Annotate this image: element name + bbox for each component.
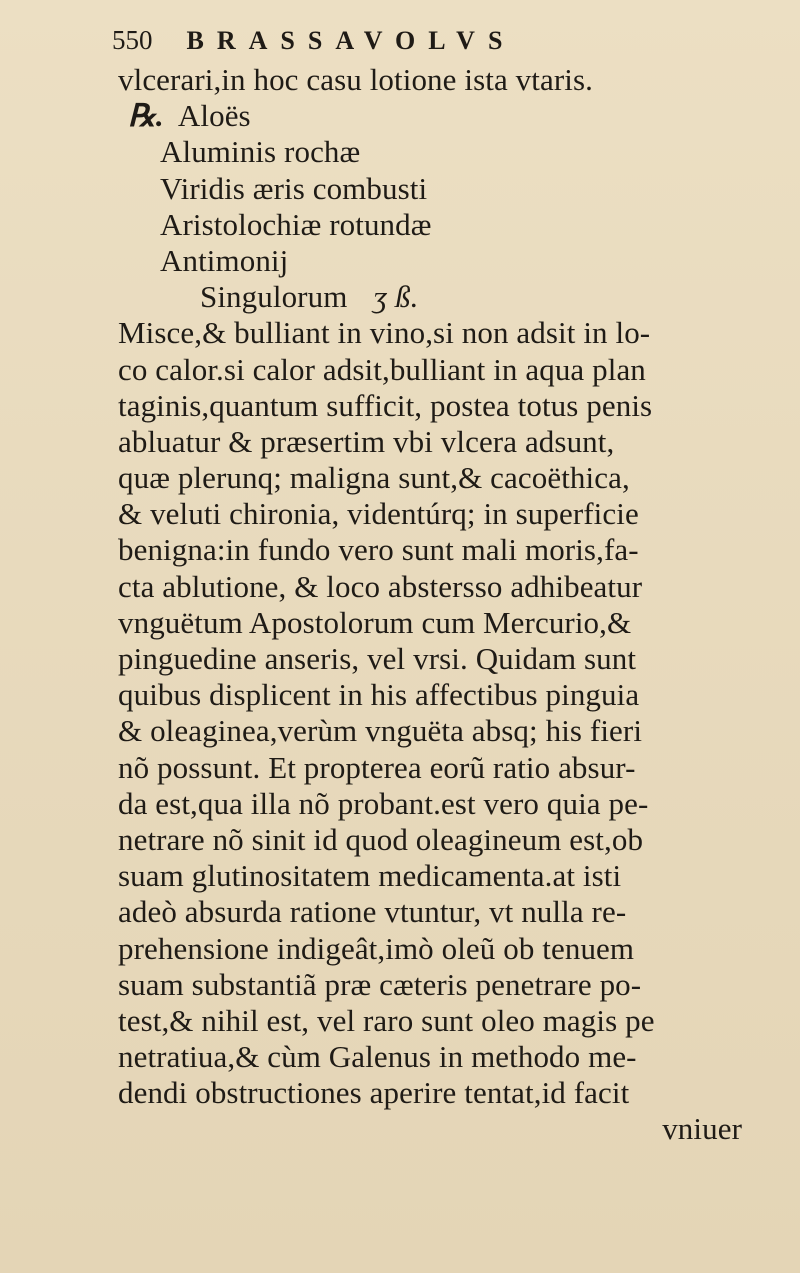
recipe-symbol: ℞. xyxy=(128,98,164,134)
running-head xyxy=(112,18,515,62)
catchword: vniuer xyxy=(662,1111,742,1147)
dosage-label: Singulorum xyxy=(200,279,348,315)
text-line: abluatur & præsertim vbi vlcera adsunt, xyxy=(118,423,615,459)
text-line: suam substantiã præ cæteris penetrare po- xyxy=(118,966,642,1002)
text-line: Misce,& bulliant in vino,si non adsit in lo- xyxy=(118,315,651,351)
text-line: & oleaginea,verùm vnguëta absq; his fieri xyxy=(118,713,643,749)
text-line: suam glutinositatem medicamenta.at isti xyxy=(118,858,622,894)
page-number: 550 xyxy=(112,25,153,55)
text-line: vlcerari,in hoc casu lotione ista vtaris. xyxy=(118,62,593,97)
text-line: vnguëtum Apostolorum cum Mercurio,& xyxy=(118,604,632,640)
text-line: dendi obstructiones aperire tentat,id facit xyxy=(118,1075,630,1111)
dosage-line xyxy=(118,279,790,315)
text-line: benigna:in fundo vero sunt mali moris,fa- xyxy=(118,532,639,568)
text-line: netratiua,& cùm Galenus in methodo me- xyxy=(118,1039,637,1075)
text-line: prehensione indigeât,imò oleũ ob tenuem xyxy=(118,930,635,966)
ingredient-line: Aluminis rochæ xyxy=(160,134,361,170)
text-line: da est,qua illa nõ probant.est vero quia pe- xyxy=(118,785,649,821)
text-line: nõ possunt. Et propterea eorũ ratio absur- xyxy=(118,749,636,785)
text-line: pinguedine anseris, vel vrsi. Quidam sunt xyxy=(118,641,637,676)
ingredient-line: Viridis æris combusti xyxy=(160,170,428,206)
text-line: quibus displicent in his affectibus pinguia xyxy=(118,677,640,713)
body-text xyxy=(118,62,790,1148)
text-line: test,& nihil est, vel raro sunt oleo magis pe xyxy=(118,1002,655,1038)
text-line: cta ablutione, & loco abstersso adhibeatur xyxy=(118,568,643,604)
text-line: adeò absurda ratione vtuntur, vt nulla re- xyxy=(118,894,627,930)
text-line: & veluti chironia, videntúrq; in superficie xyxy=(118,496,639,532)
dosage-measure: ʒ ß. xyxy=(373,279,419,315)
text-line: co calor.si calor adsit,bulliant in aqua plan xyxy=(118,351,646,387)
running-title: BRASSAVOLVS xyxy=(186,26,516,55)
text-line: quæ plerunq; maligna sunt,& cacoëthica, xyxy=(118,460,630,496)
ingredient: Aloës xyxy=(177,98,251,134)
text-line: taginis,quantum sufficit, postea totus penis xyxy=(118,387,653,423)
text-line: netrare nõ sinit id quod oleagineum est,ob xyxy=(118,821,644,857)
recipe-line xyxy=(118,98,790,134)
ingredient-line: Antimonij xyxy=(160,242,289,278)
ingredient-line: Aristolochiæ rotundæ xyxy=(160,206,432,242)
